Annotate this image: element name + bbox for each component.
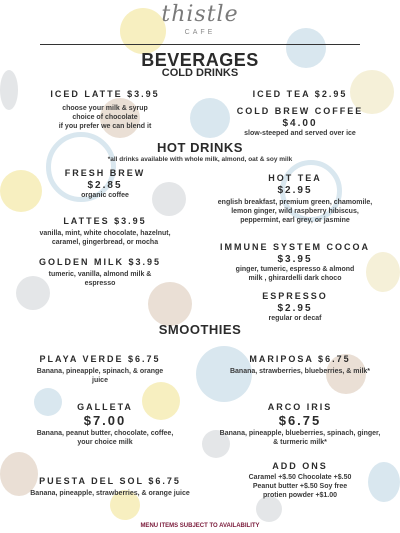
item-name: PUESTA DEL SOL $6.75	[39, 476, 181, 486]
item-price: $2.95	[277, 185, 313, 196]
section-smoothies: SMOOTHIES	[158, 322, 242, 337]
item-desc: choice of chocolate	[72, 114, 138, 121]
addon-line: protien powder +$1.00	[262, 492, 338, 499]
item-price: $6.75	[278, 413, 322, 428]
item-name: ARCO IRIS	[267, 402, 333, 412]
item-desc: & turmeric milk*	[273, 439, 327, 446]
item-desc: peppermint, earl grey, or jasmine	[240, 217, 350, 224]
item-galleta	[10, 402, 200, 447]
item-golden-milk	[20, 257, 180, 288]
item-desc: Banana, pineapple, spinach, & orange	[36, 368, 164, 375]
item-iced-tea	[215, 89, 385, 99]
item-name: MARIPOSA $6.75	[249, 354, 351, 364]
item-desc: english breakfast, premium green, chamomile,	[217, 199, 373, 206]
item-desc: juice	[92, 377, 108, 384]
item-add-ons	[210, 461, 390, 500]
item-arco-iris	[200, 402, 400, 447]
decor-circle	[148, 282, 192, 326]
item-desc: lemon ginger, wild raspberry hibiscus,	[231, 208, 359, 215]
item-name: ADD ONS	[272, 461, 328, 471]
decor-circle	[0, 170, 42, 212]
item-name: ESPRESSO	[262, 291, 328, 301]
item-desc: Banana, pineapple, blueberries, spinach, ginger,	[219, 430, 381, 437]
item-price: $2.85	[87, 180, 123, 191]
item-desc: caramel, gingerbread, or mocha	[51, 239, 159, 246]
addon-line: Peanut butter +$.50 Soy free	[252, 483, 348, 490]
brand-subtitle: CAFE	[184, 29, 216, 36]
item-espresso	[230, 291, 360, 323]
item-iced-latte	[30, 89, 180, 131]
item-mariposa	[210, 354, 390, 376]
item-desc: espresso	[84, 280, 116, 287]
item-fresh-brew	[40, 168, 170, 200]
item-name: IMMUNE SYSTEM COCOA	[219, 242, 370, 252]
milk-note: *all drinks available with whole milk, almond, oat & soy milk	[107, 156, 293, 163]
item-name: ICED LATTE $3.95	[50, 89, 160, 99]
header-divider	[40, 44, 360, 45]
item-price: $3.95	[277, 254, 313, 265]
item-price: $4.00	[282, 118, 318, 129]
item-desc: milk , ghirardelli dark choco	[248, 275, 342, 282]
item-desc: if you prefer we can blend it	[58, 123, 152, 130]
item-lattes	[5, 216, 205, 247]
item-cold-brew	[215, 106, 385, 138]
section-cold-drinks: COLD DRINKS	[161, 67, 239, 79]
addon-line: Caramel +$.50 Chocolate +$.50	[248, 474, 352, 481]
item-name: COLD BREW COFFEE	[236, 106, 364, 116]
item-name: HOT TEA	[268, 173, 322, 183]
item-immune-cocoa	[200, 242, 390, 283]
item-desc: Banana, peanut butter, chocolate, coffee,	[36, 430, 174, 437]
footer-note: MENU ITEMS SUBJECT TO AVAILABILITY	[140, 523, 260, 529]
item-desc: choose your milk & syrup	[62, 105, 148, 112]
item-name: GALLETA	[77, 402, 133, 412]
item-name: FRESH BREW	[64, 168, 146, 178]
page-title: BEVERAGES	[141, 50, 259, 70]
item-price: $2.95	[277, 303, 313, 314]
item-desc: regular or decaf	[268, 315, 322, 322]
item-price: $7.00	[83, 413, 127, 428]
item-puesta-del-sol	[5, 476, 215, 498]
item-playa-verde	[10, 354, 190, 385]
item-name: ICED TEA $2.95	[252, 89, 348, 99]
brand-logo: thistle	[161, 2, 239, 27]
section-hot-drinks: HOT DRINKS	[157, 140, 243, 155]
item-hot-tea	[195, 173, 395, 225]
item-desc: vanilla, mint, white chocolate, hazelnut,	[39, 230, 171, 237]
item-name: LATTES $3.95	[63, 216, 147, 226]
item-desc: slow-steeped and served over ice	[244, 130, 356, 137]
item-desc: Banana, strawberries, blueberries, & milk*	[229, 368, 371, 375]
item-desc: your choice milk	[77, 439, 133, 446]
item-desc: organic coffee	[81, 192, 129, 199]
item-name: PLAYA VERDE $6.75	[39, 354, 161, 364]
item-name: GOLDEN MILK $3.95	[38, 257, 162, 267]
item-desc: ginger, tumeric, espresso & almond	[235, 266, 355, 273]
item-desc: tumeric, vanilla, almond milk &	[48, 271, 152, 278]
item-desc: Banana, pineapple, strawberries, & orange juice	[30, 490, 190, 497]
